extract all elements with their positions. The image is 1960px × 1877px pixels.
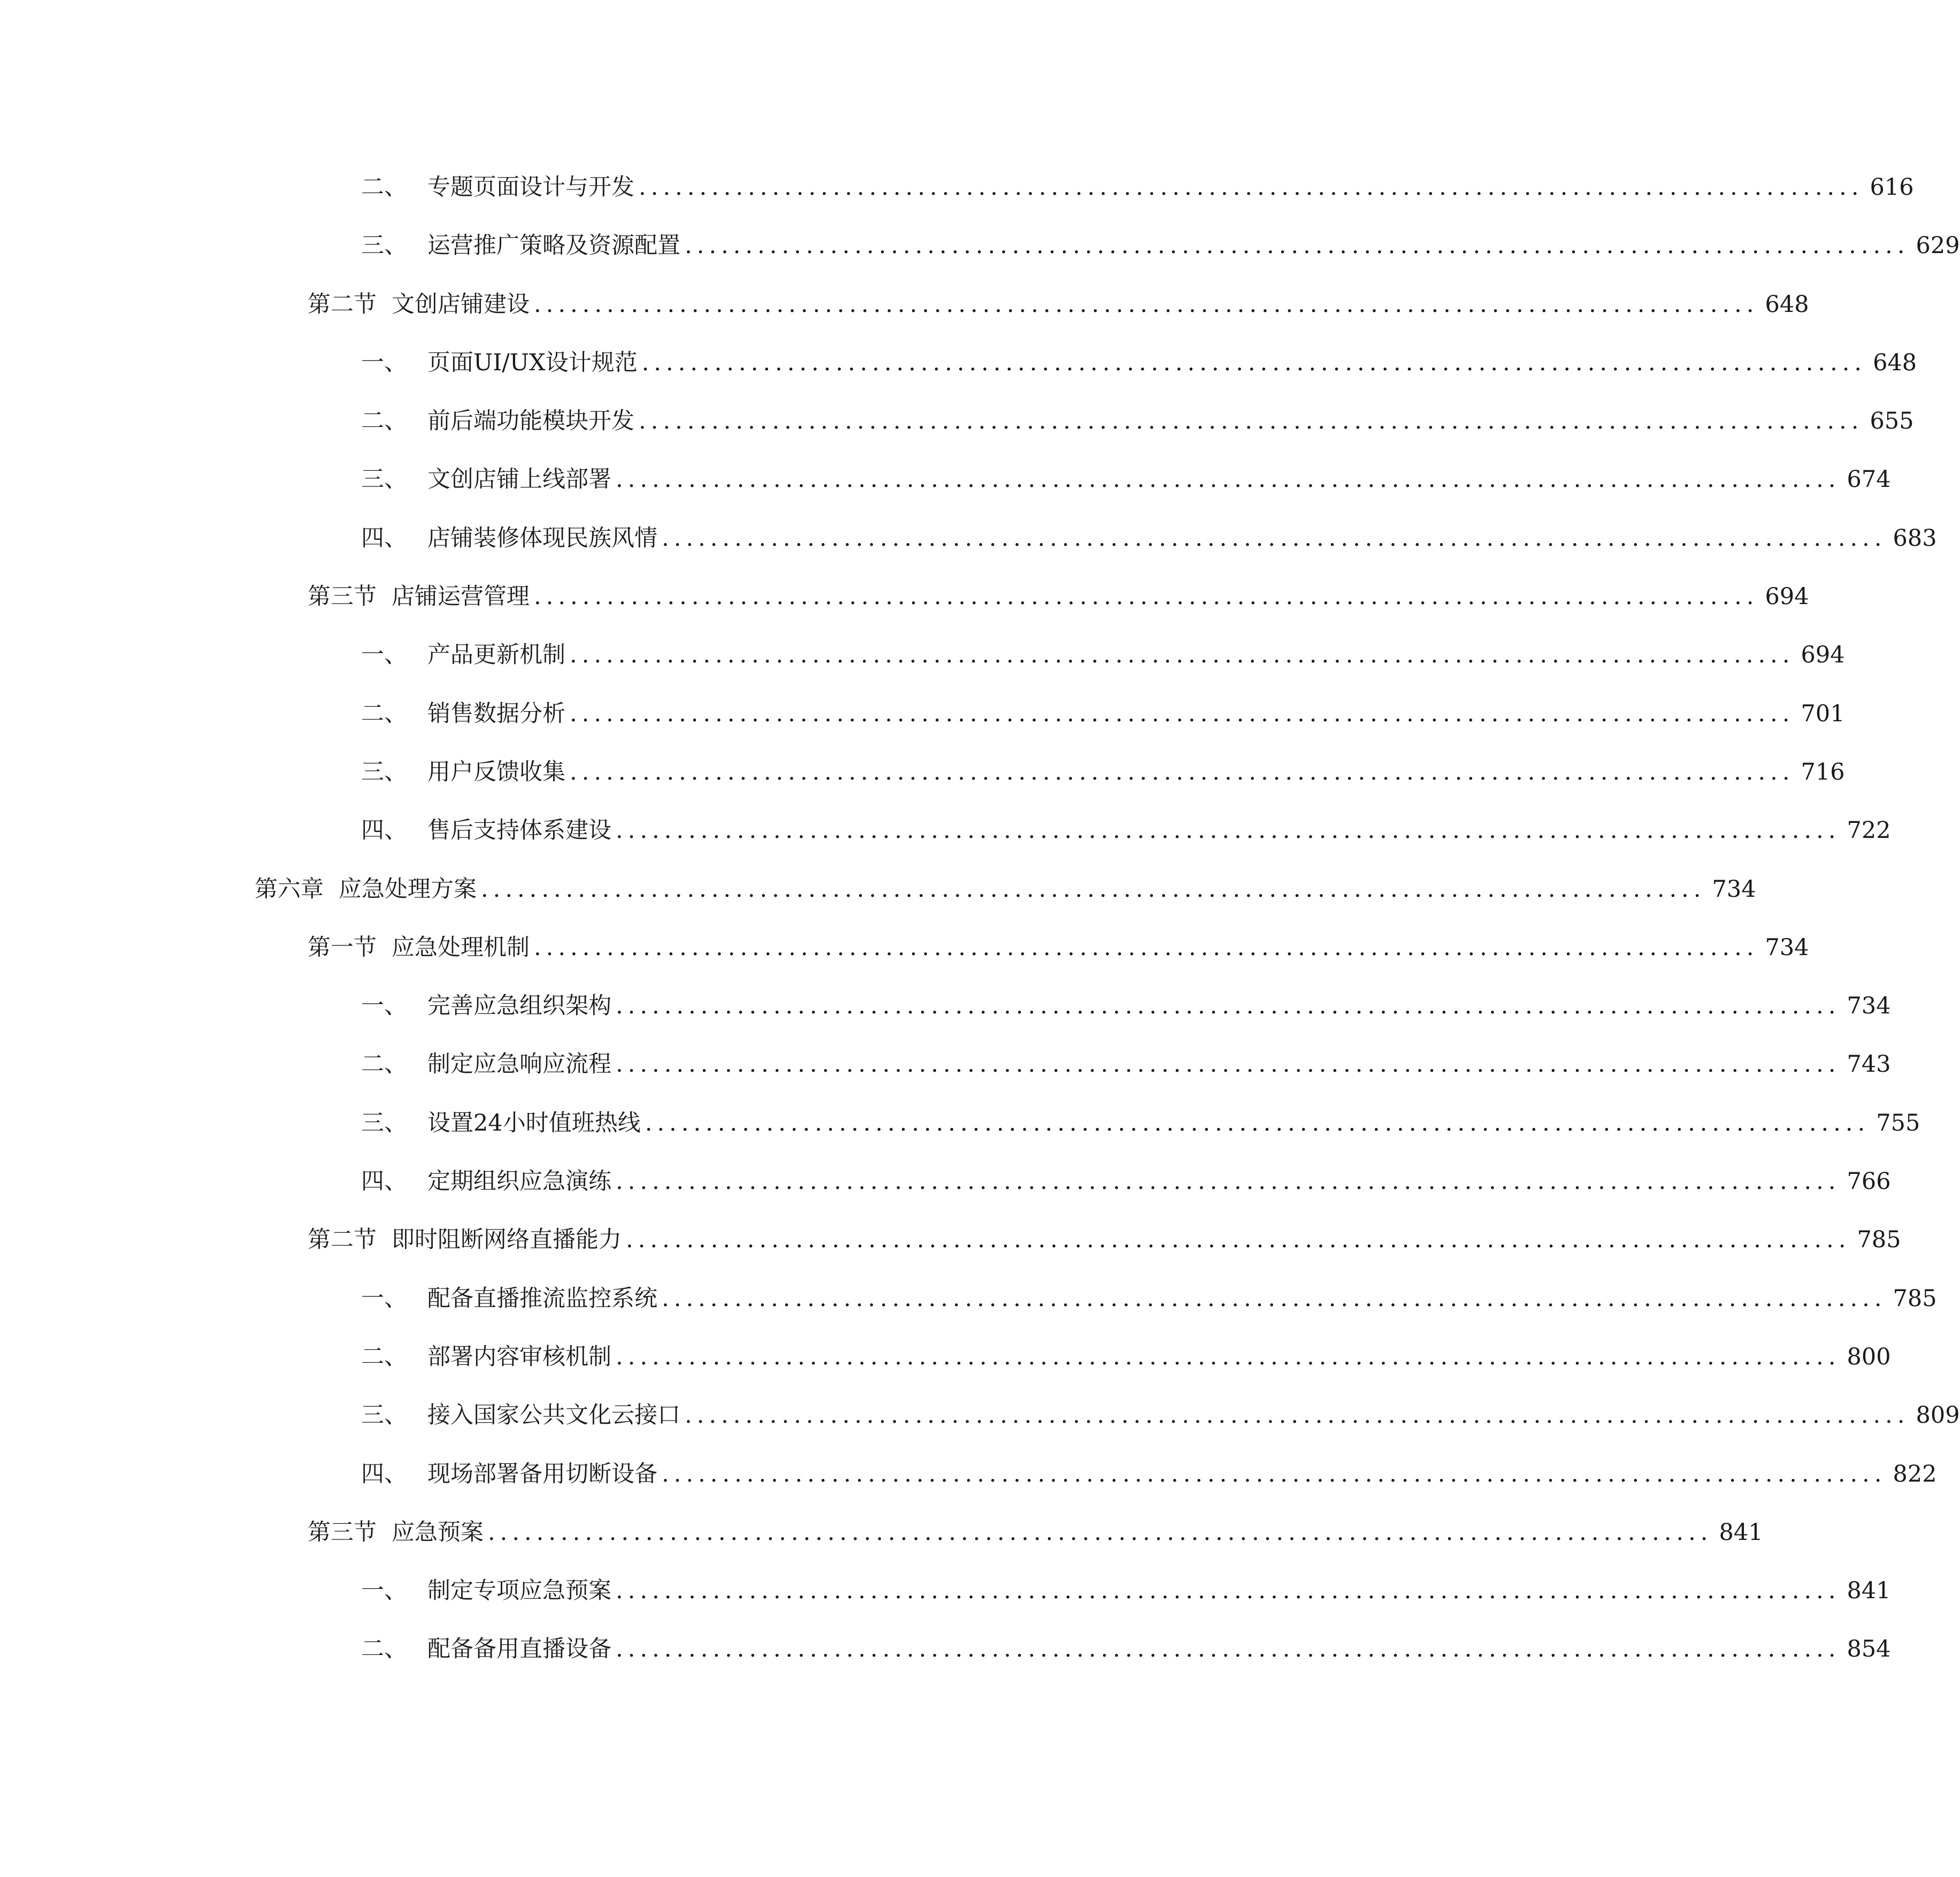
toc-entry-title: 文创店铺建设	[392, 291, 530, 318]
toc-entry-number: 第三节	[308, 583, 377, 610]
toc-entry-page: 743	[1847, 1051, 1891, 1078]
toc-entry-number: 四、	[361, 1461, 407, 1487]
toc-entry-page: 854	[1847, 1636, 1891, 1662]
toc-entry-number: 三、	[361, 1110, 407, 1136]
toc-entry[interactable]	[361, 1567, 1891, 1615]
toc-entry-title: 即时阻断网络直播能力	[392, 1226, 622, 1253]
toc-entry-number: 第六章	[255, 876, 324, 903]
toc-entry-title: 用户反馈收集	[427, 759, 565, 785]
toc-entry[interactable]	[361, 806, 1891, 854]
toc-dot-leader: .....................................................................................................	[534, 934, 1759, 961]
toc-entry-page: 809	[1916, 1402, 1960, 1429]
toc-dot-leader: .....................................................................................................	[488, 1519, 1713, 1546]
toc-entry[interactable]	[308, 924, 1809, 972]
toc-entry-page: 800	[1847, 1344, 1891, 1370]
toc-entry-page: 716	[1801, 759, 1845, 785]
toc-entry-title: 部署内容审核机制	[427, 1344, 611, 1370]
toc-entry-title: 售后支持体系建设	[427, 817, 611, 844]
toc-entry-title: 现场部署备用切断设备	[427, 1461, 657, 1487]
toc-entry-title: 页面UI/UX设计规范	[427, 349, 638, 376]
toc-entry-title: 定期组织应急演练	[427, 1168, 611, 1195]
toc-entry-title: 应急处理机制	[392, 934, 530, 961]
toc-dot-leader: .....................................................................................................	[616, 1344, 1841, 1370]
toc-entry-page: 616	[1870, 174, 1914, 201]
toc-entry-number: 一、	[361, 993, 407, 1019]
toc-entry-page: 648	[1873, 349, 1917, 376]
toc-entry-page: 785	[1857, 1226, 1901, 1253]
toc-entry-title: 前后端功能模块开发	[427, 408, 634, 434]
toc-dot-leader: .....................................................................................................	[662, 525, 1887, 552]
toc-dot-leader: .....................................................................................................	[645, 1110, 1870, 1136]
toc-entry-page: 766	[1847, 1168, 1891, 1195]
toc-entry-title: 运营推广策略及资源配置	[427, 232, 680, 259]
toc-entry-title: 完善应急组织架构	[427, 993, 611, 1019]
toc-entry-title: 配备直播推流监控系统	[427, 1285, 657, 1312]
toc-entry-number: 一、	[361, 642, 407, 668]
toc-entry-title: 应急处理方案	[339, 876, 477, 903]
toc-entry[interactable]	[361, 1391, 1960, 1439]
toc-dot-leader: .....................................................................................................	[662, 1461, 1887, 1487]
toc-dot-leader: .....................................................................................................	[639, 174, 1864, 201]
toc-entry-page: 648	[1765, 291, 1809, 318]
toc-entry[interactable]	[308, 1508, 1763, 1556]
toc-entry[interactable]	[308, 573, 1809, 621]
toc-entry[interactable]	[361, 1157, 1891, 1205]
toc-entry-number: 四、	[361, 1168, 407, 1195]
toc-entry[interactable]	[361, 1333, 1891, 1381]
toc-entry[interactable]	[361, 339, 1917, 387]
toc-entry-page: 734	[1712, 876, 1756, 903]
toc-entry-number: 三、	[361, 759, 407, 785]
toc-entry[interactable]	[361, 1275, 1937, 1323]
toc-entry-number: 第二节	[308, 1226, 377, 1253]
toc-entry-page: 701	[1801, 700, 1845, 727]
toc-dot-leader: .....................................................................................................	[616, 1051, 1841, 1078]
toc-entry[interactable]	[361, 1040, 1891, 1088]
toc-entry[interactable]	[361, 455, 1891, 503]
toc-entry-number: 一、	[361, 349, 407, 376]
toc-dot-leader: .....................................................................................................	[685, 232, 1910, 259]
toc-entry[interactable]	[361, 1099, 1920, 1147]
toc-entry-number: 二、	[361, 174, 407, 201]
toc-entry-number: 第一节	[308, 934, 377, 961]
toc-dot-leader: .....................................................................................................	[570, 759, 1795, 785]
toc-dot-leader: .....................................................................................................	[685, 1402, 1910, 1429]
toc-dot-leader: .....................................................................................................	[616, 993, 1841, 1019]
toc-entry-title: 制定专项应急预案	[427, 1577, 611, 1604]
toc-dot-leader: .....................................................................................................	[481, 876, 1706, 903]
toc-entry-page: 734	[1847, 993, 1891, 1019]
toc-entry[interactable]	[361, 222, 1960, 270]
toc-dot-leader: .....................................................................................................	[639, 408, 1864, 434]
toc-entry-page: 841	[1719, 1519, 1763, 1546]
toc-entry-page: 694	[1765, 583, 1809, 610]
toc-dot-leader: .....................................................................................................	[641, 349, 1867, 376]
toc-entry[interactable]	[361, 1450, 1937, 1498]
toc-entry-number: 三、	[361, 466, 407, 493]
toc-entry-title: 文创店铺上线部署	[427, 466, 611, 493]
toc-entry-number: 二、	[361, 1051, 407, 1078]
toc-entry-number: 二、	[361, 1344, 407, 1370]
toc-entry-number: 四、	[361, 525, 407, 552]
toc-entry-page: 629	[1916, 232, 1960, 259]
toc-entry[interactable]	[308, 280, 1809, 329]
toc-entry[interactable]	[361, 1625, 1891, 1673]
toc-entry-title: 店铺装修体现民族风情	[427, 525, 657, 552]
toc-entry[interactable]	[361, 163, 1914, 211]
toc-entry-page: 822	[1893, 1461, 1937, 1487]
toc-entry-title: 配备备用直播设备	[427, 1636, 611, 1662]
toc-entry-page: 655	[1870, 408, 1914, 434]
toc-entry-number: 二、	[361, 700, 407, 727]
toc-entry-title: 接入国家公共文化云接口	[427, 1402, 680, 1429]
toc-entry[interactable]	[361, 514, 1937, 562]
toc-entry-page: 785	[1893, 1285, 1937, 1312]
toc-dot-leader: .....................................................................................................	[616, 1577, 1841, 1604]
toc-entry[interactable]	[255, 865, 1756, 913]
toc-entry[interactable]	[361, 748, 1845, 796]
toc-entry[interactable]	[361, 631, 1845, 679]
toc-dot-leader: .....................................................................................................	[616, 1168, 1841, 1195]
toc-entry-number: 二、	[361, 1636, 407, 1662]
toc-entry[interactable]	[361, 690, 1845, 738]
toc-dot-leader: .....................................................................................................	[570, 642, 1795, 668]
toc-entry-title: 应急预案	[392, 1519, 484, 1546]
toc-entry[interactable]	[361, 982, 1891, 1030]
toc-entry-title: 专题页面设计与开发	[427, 174, 634, 201]
toc-entry-title: 设置24小时值班热线	[427, 1110, 641, 1136]
toc-entry-page: 841	[1847, 1577, 1891, 1604]
toc-entry-title: 制定应急响应流程	[427, 1051, 611, 1078]
toc-entry-number: 四、	[361, 817, 407, 844]
toc-entry[interactable]	[308, 1216, 1901, 1264]
toc-entry-number: 一、	[361, 1285, 407, 1312]
toc-entry-title: 店铺运营管理	[392, 583, 530, 610]
toc-entry-number: 第三节	[308, 1519, 377, 1546]
toc-entry-number: 三、	[361, 232, 407, 259]
toc-dot-leader: .....................................................................................................	[534, 291, 1759, 318]
toc-entry[interactable]	[361, 397, 1914, 445]
toc-dot-leader: .....................................................................................................	[534, 583, 1759, 610]
toc-dot-leader: .....................................................................................................	[570, 700, 1795, 727]
toc-entry-number: 第二节	[308, 291, 377, 318]
toc-entry-title: 产品更新机制	[427, 642, 565, 668]
toc-entry-page: 722	[1847, 817, 1891, 844]
toc-entry-page: 755	[1876, 1110, 1920, 1136]
toc-dot-leader: .....................................................................................................	[616, 817, 1841, 844]
toc-entry-number: 二、	[361, 408, 407, 434]
toc-dot-leader: .....................................................................................................	[616, 466, 1841, 493]
toc-entry-page: 683	[1893, 525, 1937, 552]
toc-dot-leader: .....................................................................................................	[616, 1636, 1841, 1662]
toc-dot-leader: .....................................................................................................	[626, 1226, 1851, 1253]
toc-entry-page: 674	[1847, 466, 1891, 493]
toc-entry-page: 734	[1765, 934, 1809, 961]
toc-entry-page: 694	[1801, 642, 1845, 668]
toc-entry-title: 销售数据分析	[427, 700, 565, 727]
toc-entry-number: 一、	[361, 1577, 407, 1604]
toc-dot-leader: .....................................................................................................	[662, 1285, 1887, 1312]
toc-entry-number: 三、	[361, 1402, 407, 1429]
